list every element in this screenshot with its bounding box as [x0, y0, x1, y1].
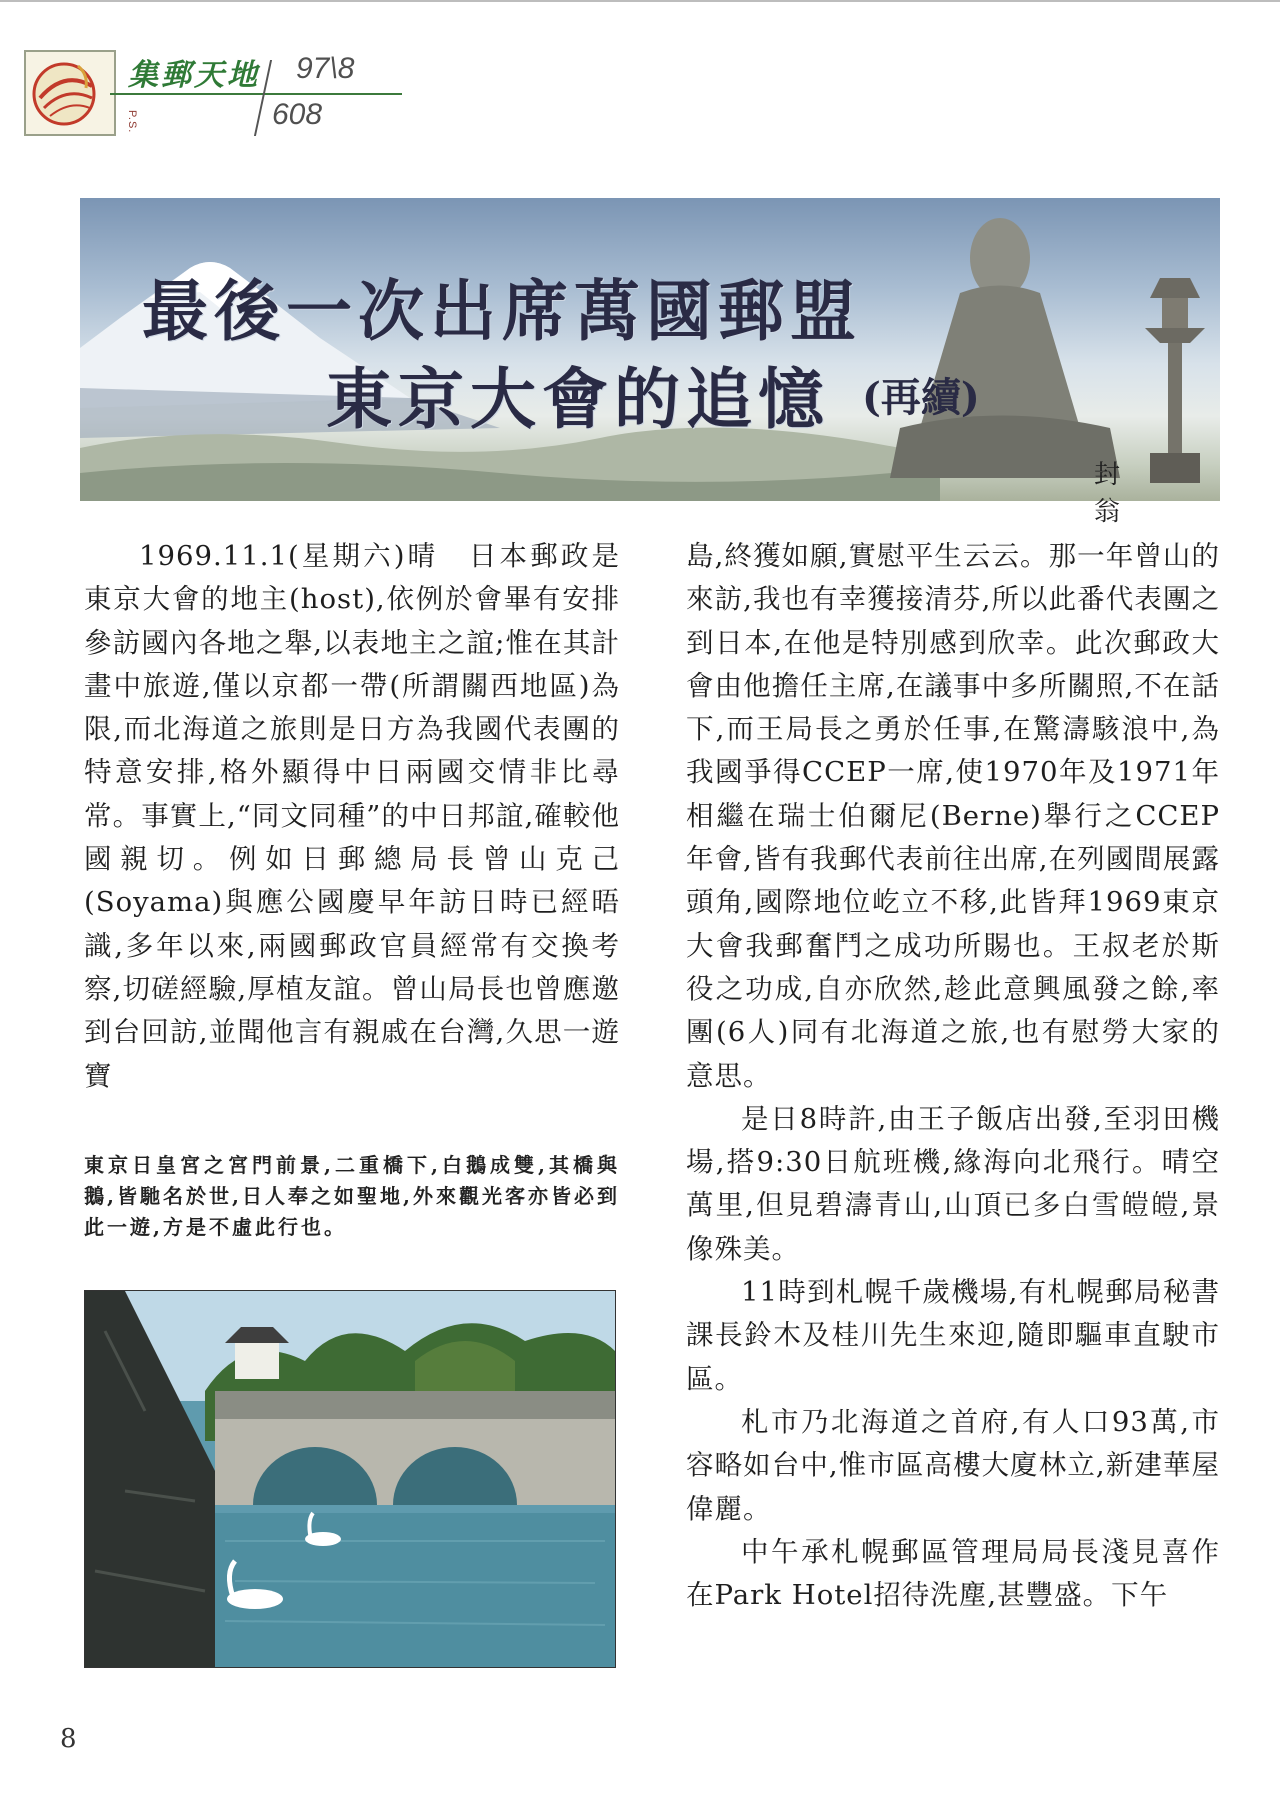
magazine-logo [24, 50, 138, 136]
paragraph: 11時到札幌千歲機場,有札幌郵局秘書課長鈴木及桂川先生來迎,隨即驅車直駛市區。 [686, 1276, 1220, 1395]
issue-number: 97\8 [296, 52, 355, 85]
page-number: 8 [60, 1724, 77, 1754]
masthead-rule [110, 93, 402, 95]
magazine-title: 集郵天地 [128, 58, 260, 93]
palace-bridge-photo [84, 1290, 616, 1668]
article-author: 封翁 [1094, 460, 1159, 527]
page-top-border [0, 0, 1280, 2]
paragraph: 是日8時許,由王子飯店出發,至羽田機場,搭9:30日航班機,緣海向北飛行。晴空萬里,但見碧濤青山,山頂已多白雪皚皚,景像殊美。 [686, 1102, 1220, 1265]
title-banner [80, 198, 1220, 527]
paragraph: 札市乃北海道之首府,有人口93萬,市容略如台中,惟市區高樓大廈林立,新建華屋偉麗。 [686, 1405, 1220, 1525]
paragraph: 中午承札幌郵區管理局局長淺見喜作在Park Hotel招待洗塵,甚豐盛。下午 [686, 1535, 1220, 1612]
logo-text: P.S. [126, 110, 138, 134]
article-title-suffix: (再續) [862, 374, 980, 421]
article-title-line-1: 最後一次出席萬國郵盟 [142, 272, 862, 350]
palace-bridge-image [85, 1291, 615, 1667]
article-title-line-2: 東京大會的追憶 [326, 360, 830, 438]
photo-caption: 東京日皇宮之宮門前景,二重橋下,白鵝成雙,其橋與鵝,皆馳名於世,日人奉之如聖地,外來觀光客亦皆必到此一遊,方是不虛此行也。 [84, 1153, 620, 1239]
article-column-left [84, 535, 620, 1098]
paragraph: 1969.11.1(星期六)晴 日本郵政是東京大會的地主(host),依例於會畢有安排參訪國內各地之舉,以表地主之誼;惟在其計畫中旅遊,僅以京都一帶(所謂關西地區)為限,而北海道之旅則是日方為我國代表團的特意安排,格外顯得中日兩國交情非比尋常。事實上,“同文同種”的中日邦誼,確較他國親切。例如日郵總局長曾山克己(Soyama)與應公國慶早年訪日時已經晤識,多年以來,兩國郵政官員經常有交換考察,切磋經驗,厚植友誼。曾山局長也曾應邀到台回訪,並聞他言有親戚在台灣,久思一遊寶 [84, 540, 620, 1092]
logo-emblem-icon [26, 52, 114, 134]
article-column-right [686, 535, 1220, 1617]
paragraph: 島,終獲如願,實慰平生云云。那一年曾山的來訪,我也有幸獲接清芬,所以此番代表團之到日本,在他是特別感到欣幸。此次郵政大會由他擔任主席,在議事中多所關照,不在話下,而王局長之勇於任事,在驚濤駭浪中,為我國爭得CCEP一席,使1970年及1971年相繼在瑞士伯爾尼(Berne)舉行之CCEP年會,皆有我郵代表前往出席,在列國間展露頭角,國際地位屹立不移,此皆拜1969東京大會我郵奮鬥之成功所賜也。王叔老於斯役之功成,自亦欣然,趁此意興風發之餘,率團(6人)同有北海道之旅,也有慰勞大家的意思。 [686, 540, 1220, 1092]
issue-page: 608 [272, 98, 323, 131]
